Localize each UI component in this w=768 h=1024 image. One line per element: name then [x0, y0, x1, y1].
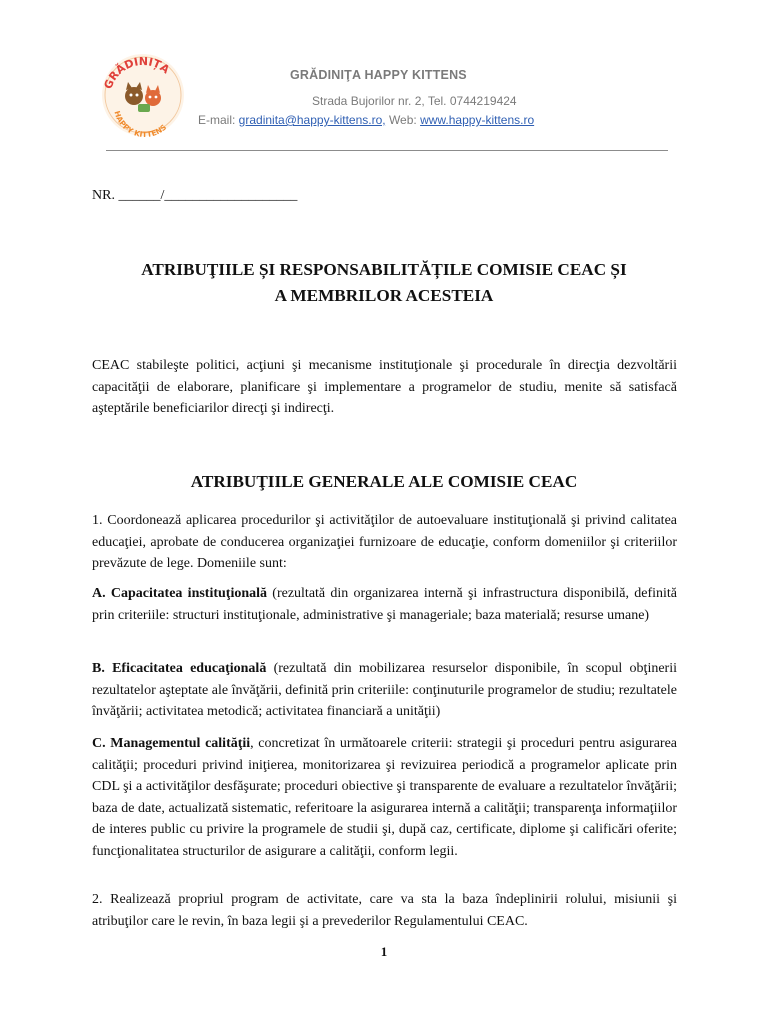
email-label: E-mail:	[198, 113, 239, 127]
registration-number: NR. ______/___________________	[92, 188, 298, 203]
document-title-line2: A MEMBRILOR ACESTEIA	[274, 286, 494, 305]
item-c-paragraph	[92, 733, 677, 862]
web-link[interactable]: www.happy-kittens.ro	[420, 113, 535, 127]
item-a-text: (rezultată din organizarea internă şi infrastructura disponibilă, definită prin criteriile: structuri instituţionale, administrative şi manageriale; baza materială; resurse umane)	[92, 586, 677, 623]
item-1-paragraph: 1. Coordonează aplicarea procedurilor şi activităţilor de autoevaluare instituţională şi privind calitatea educaţiei, aprobate de conducerea organizaţiei furnizoare de educaţie, conform domeniilor şi criteriilor prevăzute de lege. Domeniile sunt:	[92, 513, 677, 571]
document-title-line1: ATRIBUŢIILE ȘI RESPONSABILITĂȚILE COMISIE CEAC ȘI	[141, 260, 627, 279]
item-b-paragraph	[92, 658, 677, 723]
page-number: 1	[380, 944, 388, 959]
item-c-label: C. Managementul calităţii	[92, 736, 251, 751]
svg-text:HAPPY KITTENS: HAPPY KITTENS	[112, 109, 169, 138]
item-a-paragraph	[92, 583, 677, 626]
item-a-label: A. Capacitatea instituţională	[92, 586, 268, 601]
section-title: ATRIBUŢIILE GENERALE ALE COMISIE CEAC	[190, 472, 578, 491]
header-divider	[106, 150, 668, 151]
school-name: GRĂDINIŢA HAPPY KITTENS	[290, 68, 467, 82]
contact-line	[198, 113, 534, 127]
web-label: Web:	[385, 113, 421, 127]
intro-paragraph: CEAC stabileşte politici, acţiuni şi mecanisme instituţionale şi procedurale în direcţia dezvoltării capacităţii de elaborare, planificare şi implementare a programelor de studiu, menite să satisfacă aşteptările beneficiarilor direcţi şi indirecţi.	[92, 358, 677, 416]
item-b-label: B. Eficacitatea educaţională	[92, 661, 267, 676]
school-address: Strada Bujorilor nr. 2, Tel. 0744219424	[312, 94, 517, 108]
svg-text:GRĂDINIȚA: GRĂDINIȚA	[101, 54, 172, 91]
item-b-text: (rezultată din mobilizarea resurselor disponibile, în scopul obţinerii rezultatelor aşteptate ale învăţării, definită prin criteriile: conţinuturile programelor de studiu; rezultatele învăţării; activitatea metodică; activitatea financiară a unităţii)	[92, 661, 677, 719]
email-link[interactable]: gradinita@happy-kittens.ro,	[238, 113, 386, 127]
item-c-text: , concretizat în următoarele criterii: strategii şi proceduri pentru asigurarea calităţii; proceduri privind iniţierea, monitorizarea şi revizuirea periodică a programelor aplicate prin CDL şi a activităţilor desfăşurate; proceduri obiective şi transparente de evaluare a rezultatelor învăţării; baza de date, actualizată sistematic, referitoare la asigurarea internă a calităţii; transparenţa informaţiilor de interes public cu privire la programele de studii şi, după caz, certificate, diplome şi calificări oferite; funcţionalitatea structurilor de asigurare a calităţii, conform legii.	[92, 736, 677, 859]
item-2-paragraph: 2. Realizează propriul program de activitate, care va sta la baza îndeplinirii rolului, misiunii şi atribuţilor care le revin, în baza legii şi a prevederilor Regulamentului CEAC.	[92, 892, 677, 929]
kindergarten-logo	[100, 52, 186, 138]
